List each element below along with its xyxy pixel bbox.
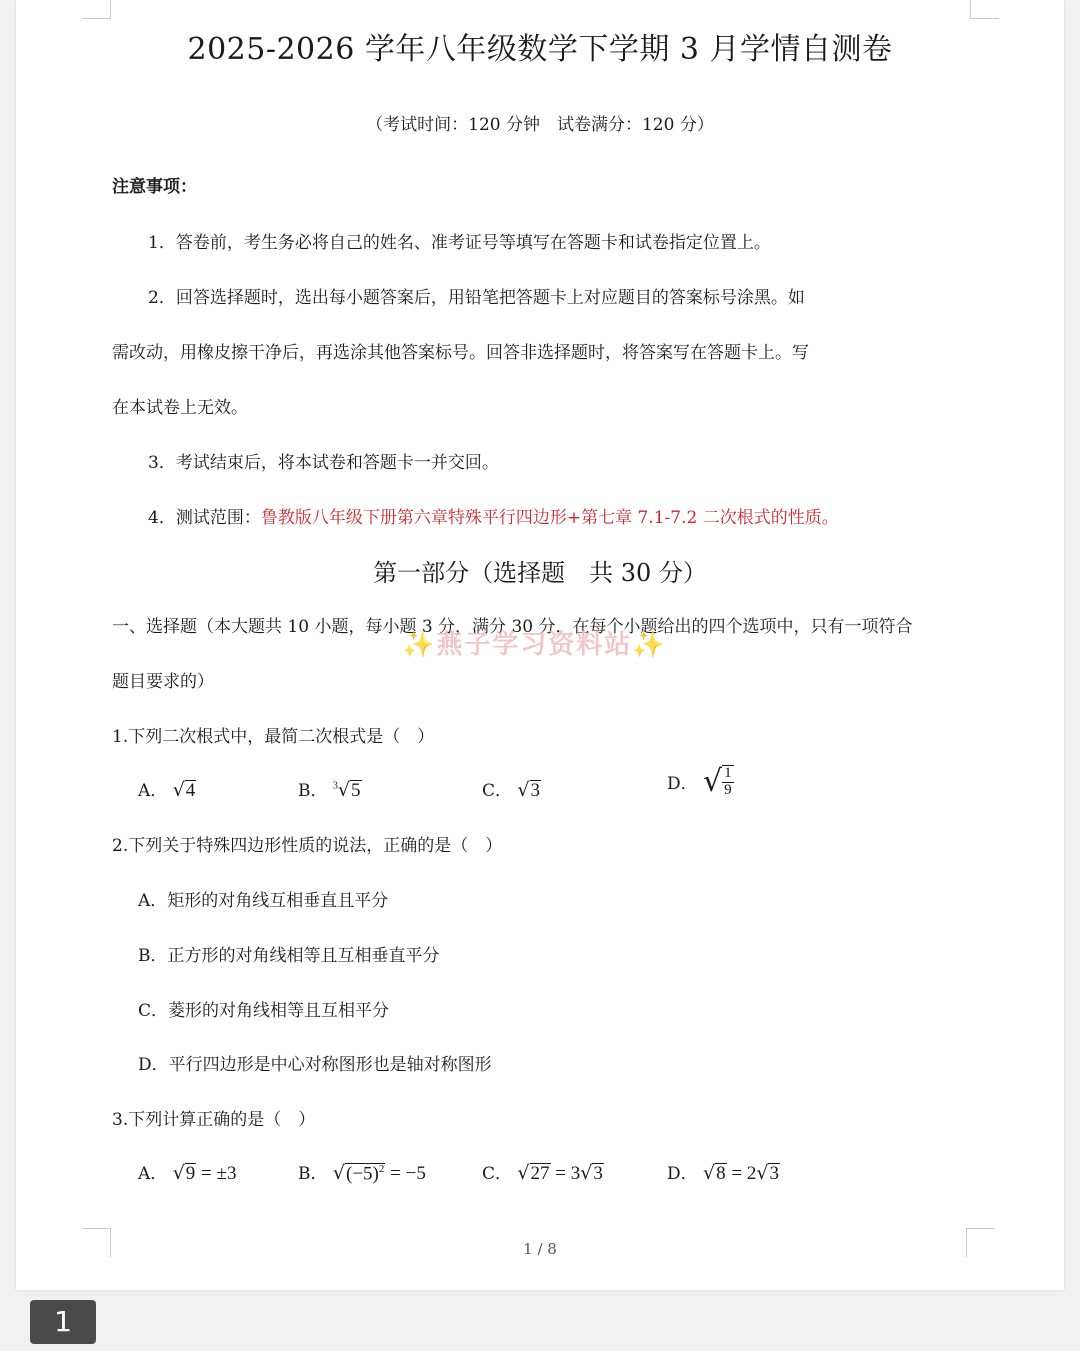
q1-b-label: B． — [298, 781, 328, 801]
q1-d-numerator: 1 — [724, 764, 732, 781]
q1-a-radicand: 4 — [185, 780, 196, 801]
page-number: 1 / 8 — [523, 1240, 557, 1258]
q3-a-radicand: 9 — [185, 1163, 196, 1184]
q2-option-a: A．矩形的对角线互相垂直且平分 — [138, 891, 389, 911]
corner-mark-top-right — [970, 0, 999, 19]
q3-option-b — [298, 1159, 426, 1185]
q3-b-label: B． — [298, 1164, 328, 1184]
q1-option-b — [298, 776, 362, 802]
q3-d-label: D． — [667, 1164, 698, 1184]
note-1: 1．答卷前，考生务必将自己的姓名、准考证号等填写在答题卡和试卷指定位置上。 — [148, 233, 771, 253]
q3-option-c — [482, 1159, 604, 1185]
note-4-prefix: 4．测试范围： — [148, 508, 261, 528]
q3-b-expr: $√(-5)^2 = -5$ — [332, 1162, 426, 1184]
q1-b-radicand: 5 — [351, 780, 361, 801]
q3-c-radicand: 27 — [530, 1163, 550, 1184]
document-page — [16, 0, 1064, 1290]
q1-option-d — [667, 764, 734, 799]
q2-option-b: B．正方形的对角线相等且互相垂直平分 — [138, 946, 440, 966]
section-title: 第一部分（选择题 共 30 分） — [373, 559, 707, 587]
note-4 — [148, 503, 839, 528]
instructions-line-1: 一、选择题（本大题共 10 小题，每小题 3 分，满分 30 分．在每个小题给出的四个选项中，只有一项符合 — [112, 617, 913, 637]
q3-option-d — [667, 1159, 780, 1185]
q3-d-expr: √8 = 2√3 — [703, 1162, 779, 1184]
q2-stem: 2.下列关于特殊四边形性质的说法，正确的是（ ） — [112, 836, 503, 856]
instructions-line-2: 题目要求的） — [112, 672, 214, 692]
q3-b-radicand: (−5) — [346, 1163, 379, 1184]
q3-c-radicand-2: 3 — [593, 1163, 603, 1184]
q1-a-label: A． — [138, 781, 168, 801]
q1-a-expr: √4 — [172, 779, 196, 801]
q1-d-expr: √ $\frac{1}{9}$ — [703, 764, 732, 799]
note-2-line-1: 2．回答选择题时，选出每小题答案后，用铅笔把答题卡上对应题目的答案标号涂黑。如 — [148, 288, 805, 308]
corner-mark-top-left — [82, 0, 111, 19]
q1-stem: 1.下列二次根式中，最简二次根式是（ ） — [112, 727, 435, 747]
q2-option-c: C．菱形的对角线相等且互相平分 — [138, 1001, 390, 1021]
q1-d-label: D． — [667, 774, 698, 794]
exam-title: 2025-2026 学年八年级数学下学期 3 月学情自测卷 — [187, 32, 893, 67]
q3-d-radicand: 8 — [716, 1163, 726, 1184]
page-indicator-badge[interactable]: 1 — [30, 1300, 96, 1344]
note-2-line-3: 在本试卷上无效。 — [112, 398, 248, 418]
q1-d-denominator: 9 — [724, 781, 732, 798]
q1-b-expr: $^3$√5 — [332, 779, 361, 801]
note-3: 3．考试结束后，将本试卷和答题卡一并交回。 — [148, 453, 499, 473]
q3-a-label: A． — [138, 1164, 168, 1184]
note-2-line-2: 需改动，用橡皮擦干净后，再选涂其他答案标号。回答非选择题时，将答案写在答题卡上。写 — [112, 343, 809, 363]
q1-b-index: 3 — [332, 780, 338, 792]
q3-c-label: C． — [482, 1164, 513, 1184]
q3-a-rhs: = ±3 — [201, 1163, 237, 1184]
q3-b-rhs: = −5 — [390, 1163, 426, 1184]
q3-stem: 3.下列计算正确的是（ ） — [112, 1110, 316, 1130]
q3-c-mid: = 3 — [555, 1163, 581, 1184]
watermark: ✨燕子学习资料站✨ — [402, 630, 667, 660]
q3-a-expr: √9 = ±3 — [172, 1162, 237, 1184]
q1-c-label: C． — [482, 781, 513, 801]
q3-b-exponent: 2 — [378, 1162, 385, 1175]
q1-option-c — [482, 776, 541, 802]
q1-c-expr: √3 — [517, 779, 541, 801]
q1-option-a — [138, 776, 196, 802]
q3-d-mid: = 2 — [731, 1163, 757, 1184]
q3-option-a — [138, 1159, 236, 1185]
q3-c-expr: √27 = 3√3 — [517, 1162, 603, 1184]
note-4-scope: 鲁教版八年级下册第六章特殊平行四边形+第七章 7.1-7.2 二次根式的性质。 — [260, 508, 839, 528]
q3-d-radicand-2: 3 — [769, 1163, 779, 1184]
q1-c-radicand: 3 — [530, 780, 541, 801]
exam-subtitle: （考试时间：120 分钟 试卷满分：120 分） — [366, 115, 714, 135]
q2-option-d: D．平行四边形是中心对称图形也是轴对称图形 — [138, 1055, 492, 1075]
notes-heading: 注意事项： — [112, 177, 197, 197]
